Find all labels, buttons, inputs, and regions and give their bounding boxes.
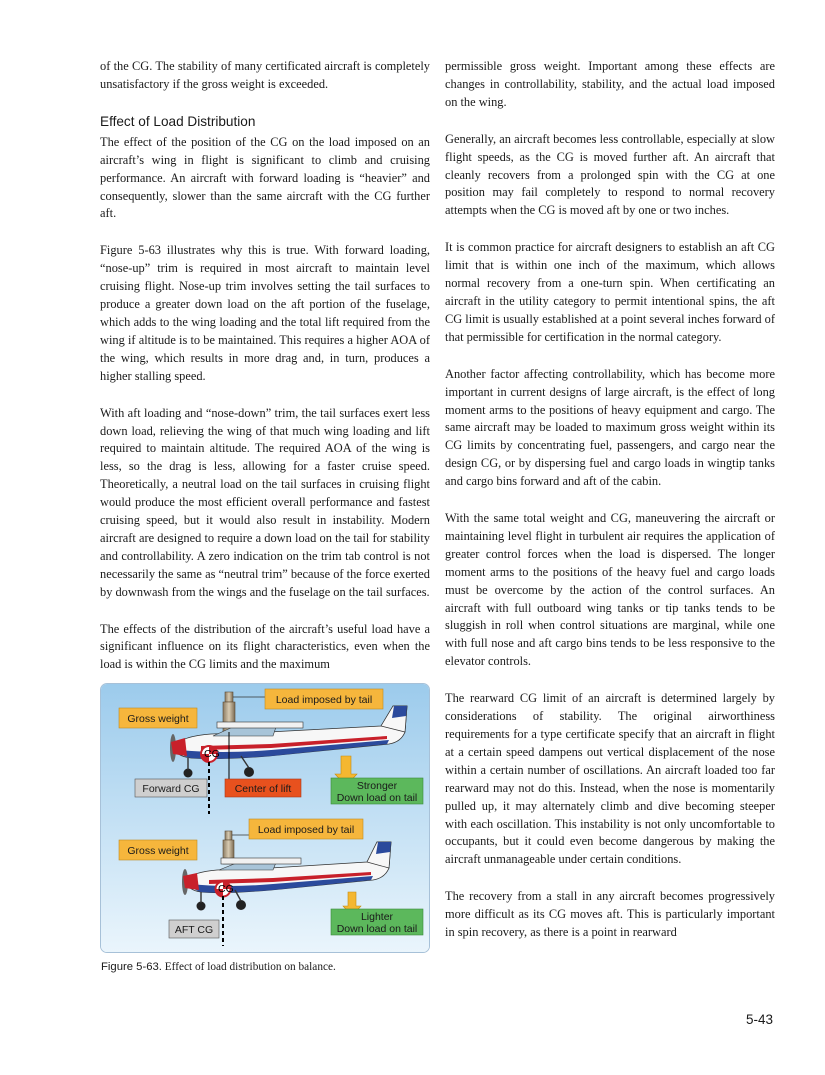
tail-load-weight xyxy=(225,692,233,702)
gross-weight-label: Gross weight xyxy=(127,713,189,725)
cg-marker-label: CG xyxy=(218,883,234,895)
paragraph: With the same total weight and CG, maneuvering the aircraft or maintaining level flight in turbulent air requires the application of greater control forces when the load is dispersed. The longer moment arms to the positions of the heavy fuel and cargo loads must be overcome by the action of the control surfaces. An aircraft with full outboard wing tanks or tip tanks tends to be sluggish in roll when control situations are marginal, while one with full nose and aft cargo bins tends to be less responsive to the elevator controls. xyxy=(445,511,775,669)
forward-cg-label: Forward CG xyxy=(142,783,200,795)
section-heading: Effect of Load Distribution xyxy=(100,113,256,129)
figure-caption-text: Effect of load distribution on balance. xyxy=(164,961,336,973)
load-distribution-figure xyxy=(100,683,430,953)
paragraph: of the CG. The stability of many certificated aircraft is completely unsatisfactory if the gross weight is exceeded. xyxy=(100,59,430,91)
tail-load-label: Load imposed by tail xyxy=(275,694,373,706)
tail-load-weight xyxy=(225,831,232,840)
right-column xyxy=(445,58,775,961)
paragraph: Another factor affecting controllability, which has become more important in current designs of large aircraft, is the effect of long moment arms to the positions of heavy equipment and cargo. The same aircraft may be loaded to maximum gross weight within its CG limits by concentrating fuel, passengers, and cargo near the design CG, or by dispersing fuel and cargo loads in wingtip tanks and cargo bins forward and aft of the cabin. xyxy=(445,366,775,489)
down-load-label-line2: Down load on tail xyxy=(336,792,418,804)
paragraph: With aft loading and “nose-down” trim, the tail surfaces exert less down load, relieving the wing of that much wing loading and lift required to maintain altitude. The required AOA of the wing is less, so the drag is less, allowing for a faster cruise speed. Theoretically, a neutral load on the tail surfaces in cruising flight would produce the most efficient overall performance and fastest cruising speed, but it would also result in instability. Modern aircraft are designed to require a down load on the tail for stability and controllability. A zero indication on the trim tab control is not necessarily the same as “neutral trim” because of the force exerted by downwash from the wings and the fuselage on the tail surfaces. xyxy=(100,405,430,599)
cg-marker-label: CG xyxy=(204,748,220,760)
paragraph: Figure 5-63 illustrates why this is true. With forward loading, “nose-up” trim is required in most aircraft to maintain level cruising flight. Nose-up trim involves setting the tail surfaces to produce a greater down load on the aft portion of the fuselage, which adds to the wing loading and the total lift required from the wing if altitude is to be maintained. This requires a higher AOA of the wing, which results in more drag and, in turn, produces a higher stalling speed. xyxy=(100,243,430,383)
down-load-label-line1: Lighter xyxy=(360,911,394,923)
aft-cg-label: AFT CG xyxy=(174,924,214,936)
paragraph: The rearward CG limit of an aircraft is determined largely by considerations of stability. The original airworthiness requirements for a type certificate specify that an aircraft in flight at a certain speed dampens out vertical displacement of the nose within a certain number of oscillations. An aircraft loaded too far rearward may not do this. Instead, when the nose is momentarily pulled up, it may alternately climb and dive becoming steeper with each oscillation. This instability is not only uncomfortable to occupants, but it could even become dangerous by making the aircraft unmanageable under certain conditions. xyxy=(445,691,775,867)
main-wheel xyxy=(236,900,246,910)
paragraph: It is common practice for aircraft designers to establish an aft CG limit that is within one inch of the maximum, which allows normal recovery from a one-turn spin. When certificating an aircraft in the utility category to permit intentional spins, the aft CG limit is usually established at a point several inches forward of that permissible for certification in the normal category. xyxy=(445,240,775,344)
down-load-label-line1: Stronger xyxy=(356,780,398,792)
gross-weight-label: Gross weight xyxy=(127,845,189,857)
figure-caption xyxy=(101,960,431,975)
left-column xyxy=(100,58,430,693)
center-of-lift-label: Center of lift xyxy=(234,783,292,795)
tail-load-label: Load imposed by tail xyxy=(257,824,355,836)
paragraph: The effect of the position of the CG on the load imposed on an aircraft’s wing in flight is significant to climb and cruising performance. An aircraft with forward loading is “heavier” and consequently, slower than the same aircraft with the CG further aft. xyxy=(100,134,430,221)
main-wheel xyxy=(244,767,254,777)
paragraph: The recovery from a stall in any aircraft becomes progressively more difficult as its CG moves aft. This is particularly important in spin recovery, as there is a point in rearward xyxy=(445,889,775,940)
paragraph: Generally, an aircraft becomes less controllable, especially at slow flight speeds, as the CG is moved further aft. An aircraft that cleanly recovers from a prolonged spin with the CG at one position may fail completely to respond to normal recovery attempts when the CG is moved aft by one or two inches. xyxy=(445,131,775,218)
down-load-label-line2: Down load on tail xyxy=(336,923,418,935)
figure-caption-label: Figure 5-63. xyxy=(101,961,162,973)
paragraph: The effects of the distribution of the aircraft’s useful load have a significant influence on its flight characteristics, even when the load is within the CG limits and the maximum xyxy=(100,621,430,672)
wing xyxy=(217,722,303,728)
nose-cowl xyxy=(183,873,199,890)
paragraph: permissible gross weight. Important among these effects are changes in controllability, stability, and the actual load imposed on the wing. xyxy=(445,59,775,109)
page-number: 5-43 xyxy=(745,1012,773,1027)
wing xyxy=(221,858,301,864)
